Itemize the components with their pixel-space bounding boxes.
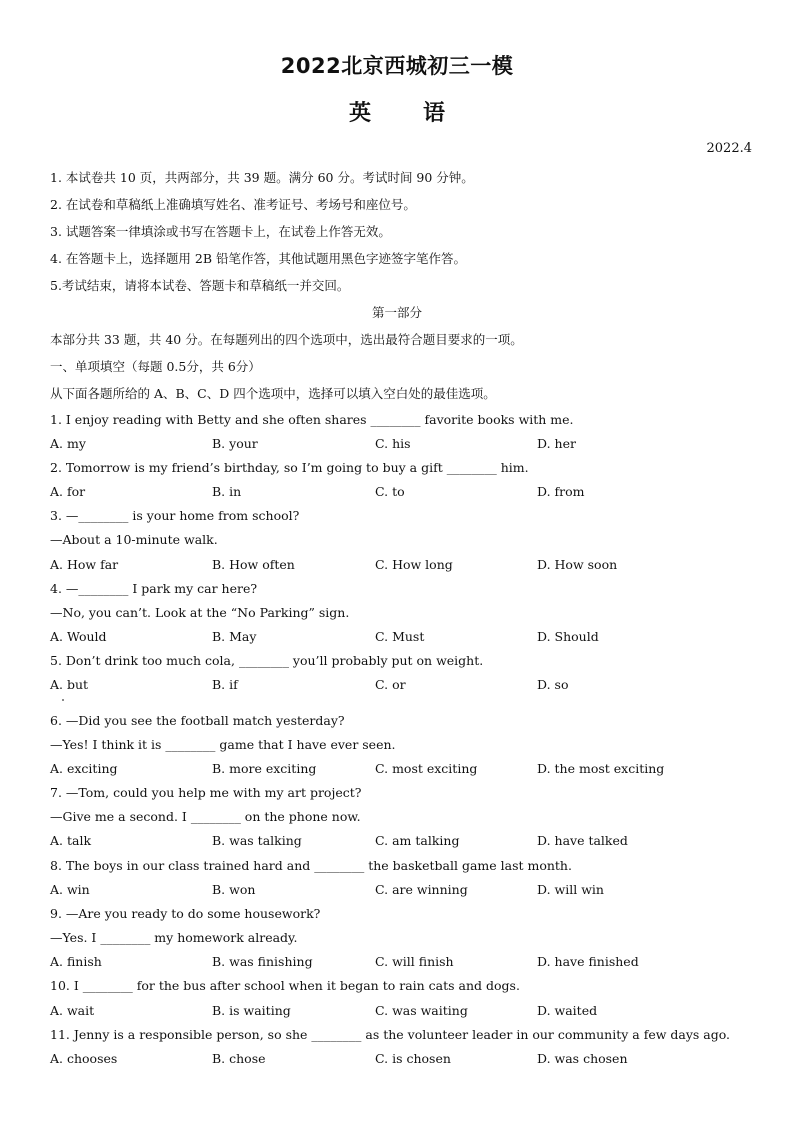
stray-dot-mark [62,699,64,701]
q4-option-d: D. Should [537,629,599,644]
q1-option-d: D. her [537,436,576,451]
q9-option-b: B. was finishing [212,954,313,969]
question-2: 2. Tomorrow is my friend’s birthday, so I’m going to buy a gift ________ him. [50,460,529,475]
q7-option-a: A. talk [50,833,92,848]
q10-option-c: C. was waiting [375,1003,468,1018]
question-1: 1. I enjoy reading with Betty and she often shares ________ favorite books with me. [50,412,574,427]
section-intro: 从下面各题所给的 A、B、C、D 四个选项中，选择可以填入空白处的最佳选项。 [50,386,496,401]
question-5: 5. Don’t drink too much cola, ________ you’ll probably put on weight. [50,653,484,668]
q9-option-d: D. have finished [537,954,639,969]
q4-option-a: A. Would [50,629,107,644]
exam-date: 2022.4 [706,141,752,156]
q10-option-d: D. waited [537,1003,598,1018]
part-intro: 本部分共 33 题，共 40 分。在每题列出的四个选项中，选出最符合题目要求的一项。 [50,332,523,347]
question-6-answer-line: —Yes! I think it is ________ game that I have ever seen. [50,737,396,752]
instruction-4: 4. 在答题卡上，选择题用 2B 铅笔作答，其他试题用黑色字迹签字笔作答。 [50,251,466,266]
q9-option-c: C. will finish [375,954,454,969]
question-10: 10. I ________ for the bus after school when it began to rain cats and dogs. [50,978,520,993]
q3-option-d: D. How soon [537,557,618,572]
q1-option-b: B. your [212,436,258,451]
instruction-5: 5.考试结束，请将本试卷、答题卡和草稿纸一并交回。 [50,278,350,293]
q11-option-b: B. chose [212,1051,266,1066]
q6-option-b: B. more exciting [212,761,317,776]
question-4: 4. —________ I park my car here? [50,581,258,596]
q6-option-d: D. the most exciting [537,761,665,776]
section-heading: 一、单项填空（每题 0.5分，共 6分） [50,359,261,374]
q3-option-a: A. How far [50,557,119,572]
q8-option-c: C. are winning [375,882,468,897]
q1-option-a: A. my [50,436,86,451]
q3-option-c: C. How long [375,557,453,572]
q3-option-b: B. How often [212,557,295,572]
q5-option-a: A. but [50,677,89,692]
question-9: 9. —Are you ready to do some housework? [50,906,321,921]
instruction-1: 1. 本试卷共 10 页，共两部分，共 39 题。满分 60 分。考试时间 90 分钟。 [50,170,474,185]
q6-option-c: C. most exciting [375,761,478,776]
question-6: 6. —Did you see the football match yesterday? [50,713,345,728]
q7-option-d: D. have talked [537,833,628,848]
question-7: 7. —Tom, could you help me with my art project? [50,785,362,800]
question-3-answer-line: —About a 10-minute walk. [50,532,218,547]
q5-option-b: B. if [212,677,238,692]
q1-option-c: C. his [375,436,411,451]
q11-option-d: D. was chosen [537,1051,628,1066]
q10-option-b: B. is waiting [212,1003,291,1018]
q5-option-d: D. so [537,677,569,692]
q2-option-d: D. from [537,484,585,499]
q7-option-c: C. am talking [375,833,460,848]
q9-option-a: A. finish [50,954,102,969]
question-3: 3. —________ is your home from school? [50,508,300,523]
q11-option-c: C. is chosen [375,1051,451,1066]
q4-option-c: C. Must [375,629,425,644]
q6-option-a: A. exciting [50,761,118,776]
subject-char-1: 英 [348,101,371,126]
q5-option-c: C. or [375,677,406,692]
question-7-answer-line: —Give me a second. I ________ on the phone now. [50,809,361,824]
q2-option-c: C. to [375,484,405,499]
q2-option-a: A. for [50,484,86,499]
question-11: 11. Jenny is a responsible person, so she ________ as the volunteer leader in our community a few days ago. [50,1027,731,1042]
question-9-answer-line: —Yes. I ________ my homework already. [50,930,298,945]
question-8: 8. The boys in our class trained hard and ________ the basketball game last month. [50,858,572,873]
q7-option-b: B. was talking [212,833,302,848]
q4-option-b: B. May [212,629,257,644]
instruction-3: 3. 试题答案一律填涂或书写在答题卡上，在试卷上作答无效。 [50,224,391,239]
part-heading: 第一部分 [371,305,422,320]
q8-option-d: D. will win [537,882,604,897]
q2-option-b: B. in [212,484,242,499]
q10-option-a: A. wait [50,1003,95,1018]
q11-option-a: A. chooses [50,1051,118,1066]
question-4-answer-line: —No, you can’t. Look at the “No Parking” sign. [50,605,350,620]
subject-char-2: 语 [423,101,446,126]
q8-option-a: A. win [50,882,90,897]
instruction-2: 2. 在试卷和草稿纸上准确填写姓名、准考证号、考场号和座位号。 [50,197,416,212]
subject-title [0,96,794,127]
exam-title: 2022北京西城初三一模 [280,54,514,78]
q8-option-b: B. won [212,882,256,897]
